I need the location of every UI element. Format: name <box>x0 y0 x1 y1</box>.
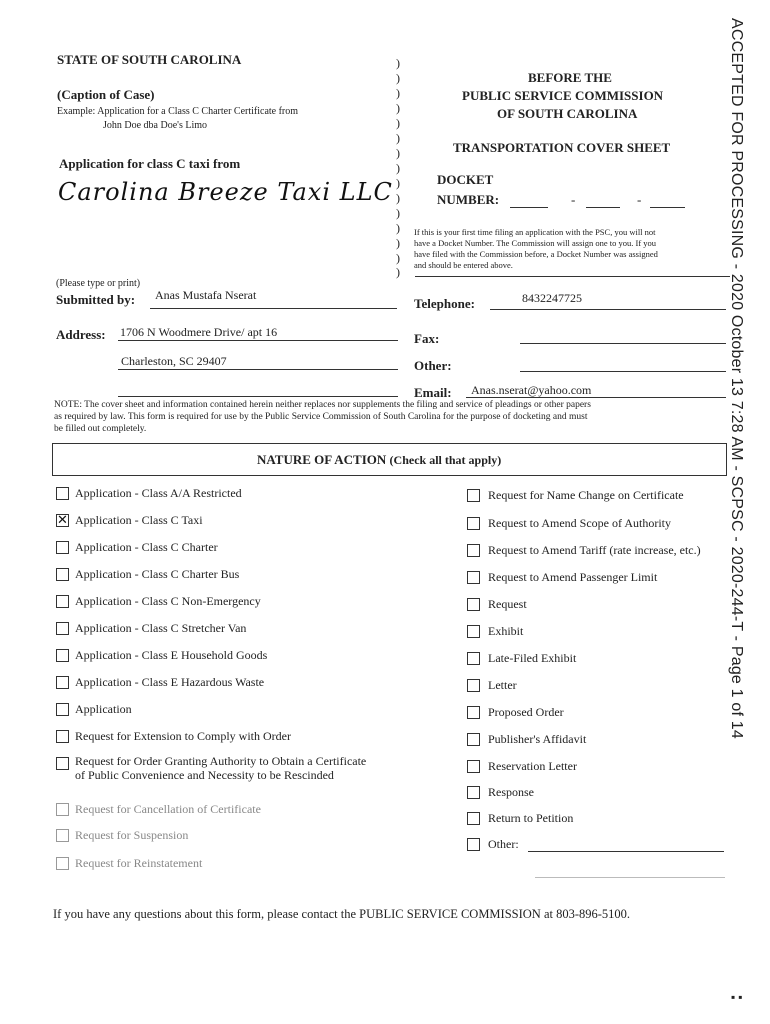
docket-note-line-1: If this is your first time filing an application with the PSC, you will not <box>414 227 656 237</box>
submitted-by-label: Submitted by: <box>56 292 136 307</box>
acceptance-stamp: ACCEPTED FOR PROCESSING - 2020 October 13 7:28 AM - SCPSC - 2020-244-T - Page 1 of 14 <box>728 18 745 739</box>
right-checkbox-3[interactable] <box>467 544 480 557</box>
left-option-label-2: Application - Class C Taxi <box>75 513 203 527</box>
left-checkbox-6[interactable] <box>56 622 69 635</box>
right-option-label-12: Response <box>488 785 534 799</box>
left-checkbox-10[interactable] <box>56 730 69 743</box>
paren-mark: ) <box>396 251 400 265</box>
paren-mark: ) <box>396 265 400 279</box>
cover-sheet-title: TRANSPORTATION COVER SHEET <box>453 140 671 155</box>
left-checkbox-11[interactable] <box>56 757 69 770</box>
left-option-label-8: Application - Class E Hazardous Waste <box>75 675 265 689</box>
left-checkbox-13[interactable] <box>56 829 69 842</box>
left-checkbox-1[interactable] <box>56 487 69 500</box>
commission-name: PUBLIC SERVICE COMMISSION <box>462 88 664 103</box>
other-option-line-2 <box>535 877 725 878</box>
left-checkbox-12[interactable] <box>56 803 69 816</box>
telephone-value[interactable]: 8432247725 <box>522 291 582 305</box>
right-option-label-5: Request <box>488 597 527 611</box>
left-checkbox-3[interactable] <box>56 541 69 554</box>
other-label: Other: <box>414 358 452 373</box>
other-option-line[interactable] <box>528 851 724 852</box>
number-label: NUMBER: <box>437 192 500 207</box>
example-line-1: Example: Application for a Class C Charter Certificate from <box>57 106 299 117</box>
left-option-label-7: Application - Class E Household Goods <box>75 648 268 662</box>
right-option-label-2: Request to Amend Scope of Authority <box>488 516 671 530</box>
right-option-label-3: Request to Amend Tariff (rate increase, etc.) <box>488 543 701 557</box>
submitted-by-line <box>150 308 397 309</box>
left-option-label-10: Request for Extension to Comply with Order <box>75 729 291 743</box>
right-checkbox-8[interactable] <box>467 679 480 692</box>
left-option-label-4: Application - Class C Charter Bus <box>75 567 240 581</box>
right-checkbox-7[interactable] <box>467 652 480 665</box>
before-the: BEFORE THE <box>528 70 612 85</box>
paren-mark: ) <box>396 116 400 130</box>
right-option-label-6: Exhibit <box>488 624 524 638</box>
left-checkbox-8[interactable] <box>56 676 69 689</box>
docket-label: DOCKET <box>437 172 494 187</box>
left-checkbox-7[interactable] <box>56 649 69 662</box>
right-checkbox-12[interactable] <box>467 786 480 799</box>
check-all-note: (Check all that apply) <box>389 453 502 467</box>
right-option-label-14: Other: <box>488 837 519 851</box>
contact-footer: If you have any questions about this form, please contact the PUBLIC SERVICE COMMISSION at 803-896-5100. <box>53 907 631 921</box>
address-label: Address: <box>56 327 106 342</box>
right-checkbox-11[interactable] <box>467 760 480 773</box>
telephone-label: Telephone: <box>414 296 475 311</box>
left-option-label-12: Request for Cancellation of Certificate <box>75 802 261 816</box>
left-checkbox-5[interactable] <box>56 595 69 608</box>
address-line-1-rule <box>118 340 398 341</box>
docket-field-3[interactable] <box>650 207 685 208</box>
right-checkbox-2[interactable] <box>467 517 480 530</box>
left-checkbox-14[interactable] <box>56 857 69 870</box>
right-checkbox-9[interactable] <box>467 706 480 719</box>
caption-of-case: (Caption of Case) <box>57 87 155 102</box>
paren-mark: ) <box>396 221 400 235</box>
docket-note-line-2: have a Docket Number. The Commission will assign one to you. If you <box>414 238 657 248</box>
docket-field-2[interactable] <box>586 207 620 208</box>
paren-mark: ) <box>396 236 400 250</box>
address-line-3-rule <box>118 396 398 397</box>
disclaimer-note <box>54 399 591 435</box>
email-value[interactable]: Anas.nserat@yahoo.com <box>471 383 592 397</box>
right-checkbox-6[interactable] <box>467 625 480 638</box>
right-option-label-9: Proposed Order <box>488 705 564 719</box>
paren-mark: ) <box>396 206 400 220</box>
left-option-label-6: Application - Class C Stretcher Van <box>75 621 247 635</box>
left-option-label-3: Application - Class C Charter <box>75 540 218 554</box>
state-heading: STATE OF SOUTH CAROLINA <box>57 52 242 67</box>
right-checkbox-1[interactable] <box>467 489 480 502</box>
left-checkbox-2[interactable] <box>56 514 69 527</box>
disclaimer-line-2: as required by law. This form is required for use by the Public Service Commission of South Carolina for the purpose of docketing and must <box>54 412 588 422</box>
paren-mark: ) <box>396 176 400 190</box>
email-line <box>466 397 726 398</box>
left-option-label-5: Application - Class C Non-Emergency <box>75 594 261 608</box>
docket-note-line-3: have filed with the Commission before, a Docket Number was assigned <box>414 249 658 259</box>
docket-dash-2: - <box>637 192 642 207</box>
right-option-label-11: Reservation Letter <box>488 759 577 773</box>
right-checkbox-10[interactable] <box>467 733 480 746</box>
right-option-label-7: Late-Filed Exhibit <box>488 651 577 665</box>
left-option-label-11-line-2: of Public Convenience and Necessity to be Rescinded <box>75 768 334 782</box>
left-option-label-11: Request for Order Granting Authority to Obtain a Certificate of Public Convenience and Necessity to be Rescinded <box>75 754 367 782</box>
paren-mark: ) <box>396 146 400 160</box>
paren-mark: ) <box>396 161 400 175</box>
right-option-label-1: Request for Name Change on Certificate <box>488 488 684 502</box>
example-line-2: John Doe dba Doe's Limo <box>103 120 208 131</box>
left-checkbox-9[interactable] <box>56 703 69 716</box>
address-line-2[interactable]: Charleston, SC 29407 <box>121 354 227 368</box>
paren-mark: ) <box>396 86 400 100</box>
handwritten-applicant-name: Carolina Breeze Taxi LLC <box>58 178 393 206</box>
right-option-label-13: Return to Petition <box>488 811 574 825</box>
email-label: Email: <box>414 385 452 400</box>
address-line-2-rule <box>118 369 398 370</box>
application-for-label: Application for class C taxi from <box>59 156 241 171</box>
disclaimer-line-1: NOTE: The cover sheet and information contained herein neither replaces nor supplements the filing and service of pleadings or other papers <box>54 400 591 410</box>
address-line-1[interactable]: 1706 N Woodmere Drive/ apt 16 <box>120 325 278 339</box>
header-rule <box>415 276 730 277</box>
right-option-label-8: Letter <box>488 678 517 692</box>
paren-mark: ) <box>396 131 400 145</box>
right-checkbox-5[interactable] <box>467 598 480 611</box>
nature-of-action-box <box>52 443 727 476</box>
nature-of-action-title: NATURE OF ACTION <box>257 452 387 467</box>
paren-mark: ) <box>396 71 400 85</box>
left-option-label-1: Application - Class A/A Restricted <box>75 486 242 500</box>
telephone-line <box>490 309 726 310</box>
paren-mark: ) <box>396 56 400 70</box>
fax-label: Fax: <box>414 331 440 346</box>
docket-dash-1: - <box>571 192 576 207</box>
submitted-by-value[interactable]: Anas Mustafa Nserat <box>155 288 257 302</box>
type-or-print-note: (Please type or print) <box>56 278 141 289</box>
page-mark: ▪ ▪ <box>731 990 743 1004</box>
other-line[interactable] <box>520 371 726 372</box>
left-option-label-9: Application <box>75 702 132 716</box>
docket-note <box>414 227 730 271</box>
left-option-label-14: Request for Reinstatement <box>75 856 203 870</box>
disclaimer-line-3: be filled out completely. <box>54 424 147 434</box>
right-checkbox-13[interactable] <box>467 812 480 825</box>
right-checkbox-4[interactable] <box>467 571 480 584</box>
of-south-carolina: OF SOUTH CAROLINA <box>497 106 638 121</box>
fax-line[interactable] <box>520 343 726 344</box>
docket-note-line-4: and should be entered above. <box>414 260 513 270</box>
paren-mark: ) <box>396 101 400 115</box>
right-option-label-4: Request to Amend Passenger Limit <box>488 570 658 584</box>
paren-mark: ) <box>396 191 400 205</box>
left-checkbox-4[interactable] <box>56 568 69 581</box>
docket-field-1[interactable] <box>510 207 548 208</box>
left-option-label-13: Request for Suspension <box>75 828 189 842</box>
right-checkbox-14[interactable] <box>467 838 480 851</box>
right-option-label-10: Publisher's Affidavit <box>488 732 587 746</box>
nature-of-action-heading <box>257 452 501 468</box>
